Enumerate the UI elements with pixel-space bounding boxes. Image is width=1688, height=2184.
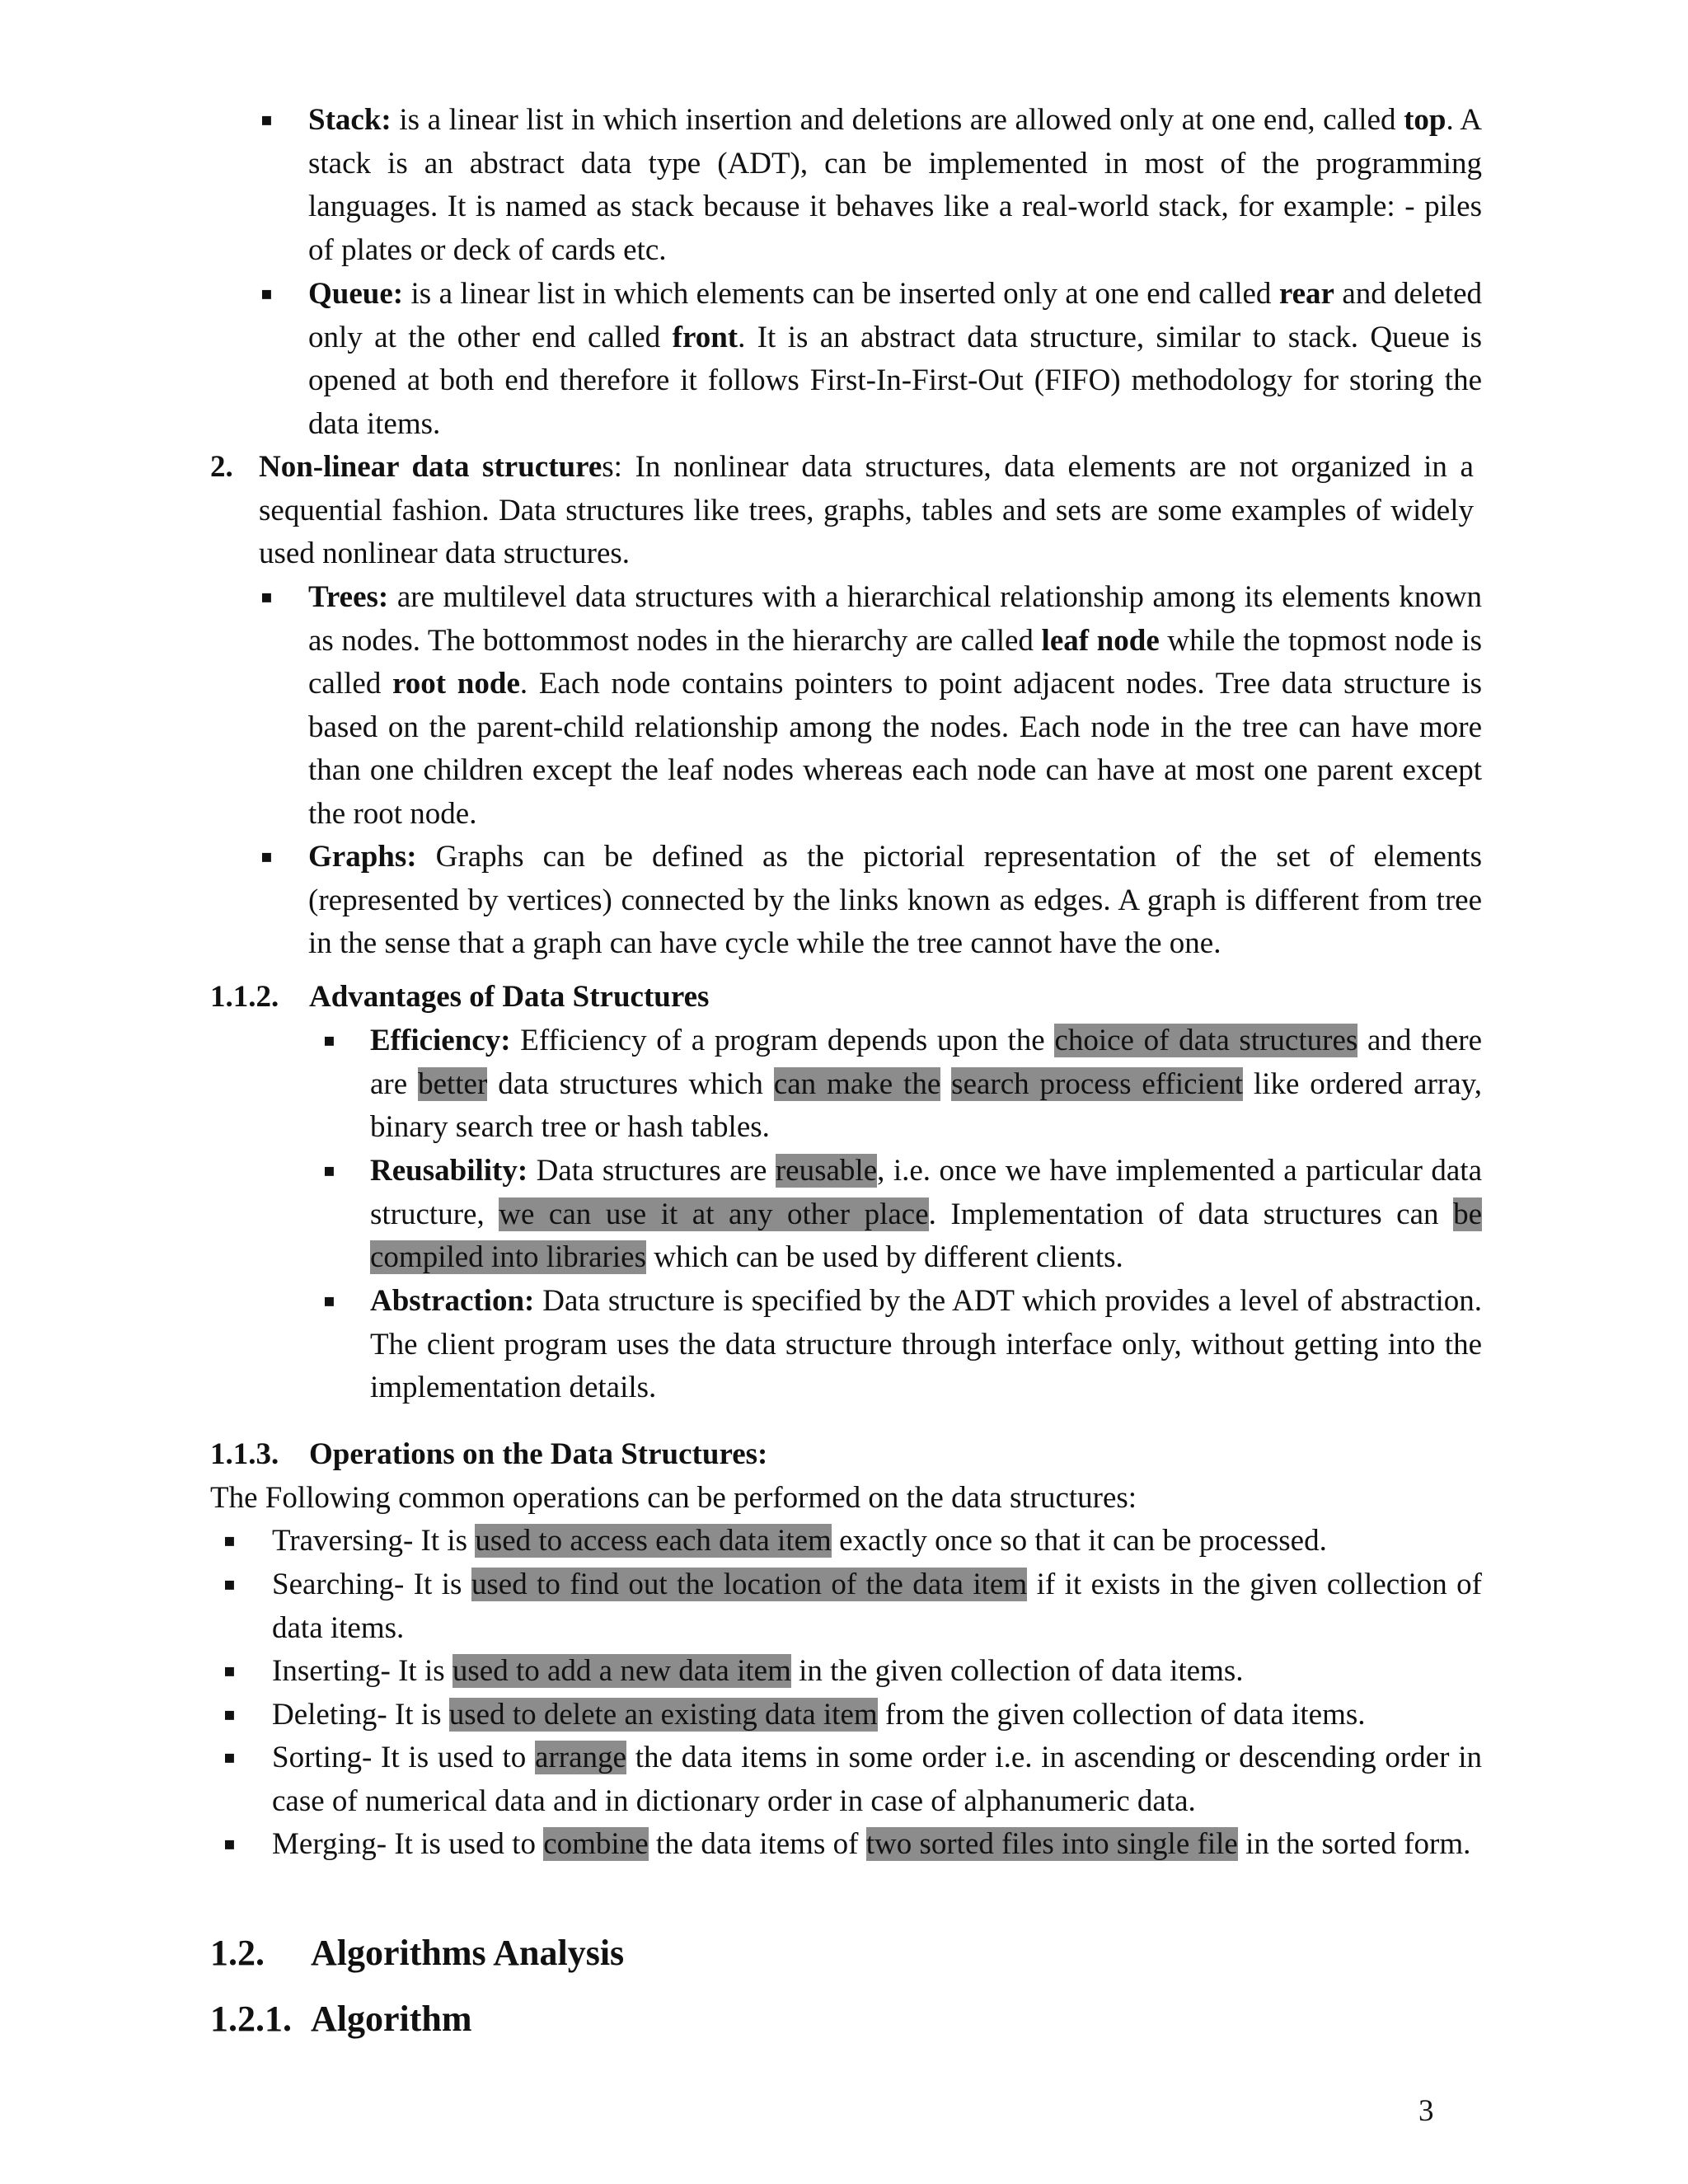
highlight: can make the bbox=[773, 1066, 941, 1101]
front-term: front bbox=[672, 320, 738, 354]
bullet-marker: ▪ bbox=[323, 1160, 335, 1181]
deleting-item: Deleting- It is used to delete an existing data item from the given collection of data items. bbox=[272, 1698, 1366, 1732]
reusability-term: Reusability: bbox=[370, 1154, 528, 1188]
bullet-marker: ▪ bbox=[223, 1530, 236, 1551]
section-number: 1.1.2. bbox=[210, 980, 279, 1014]
highlight: used to access each data item bbox=[475, 1524, 832, 1558]
bullet-marker: ▪ bbox=[223, 1574, 236, 1595]
highlight: search process efficient bbox=[951, 1066, 1243, 1101]
queue-item: Queue: is a linear list in which elements can be inserted only at one end called rear and deleted only at the other end called front. It is an abstract data structure, similar to stack. Queue is opened at both end therefore it follows First-In-First-Out (FIFO) methodology for storing the data items. bbox=[308, 277, 1483, 441]
highlight: used to find out the location of the data item bbox=[471, 1568, 1028, 1601]
section-heading-operations bbox=[210, 1433, 767, 1477]
section-heading-advantages bbox=[210, 976, 709, 1019]
highlight: used to add a new data item bbox=[452, 1654, 791, 1688]
section-title: Algorithms Analysis bbox=[311, 1933, 625, 1973]
traversing-item: Traversing- It is used to access each data item exactly once so that it can be processed. bbox=[272, 1524, 1327, 1558]
trees-item: Trees: are multilevel data structures with a hierarchical relationship among its elements known as nodes. The bottommost nodes in the hierarchy are called leaf node while the topmost node is called root node. Each node contains pointers to point adjacent nodes. Tree data structure is based on the parent-child relationship among the nodes. Each node in the tree can have more than one children except the leaf nodes whereas each node can have at most one parent except the root node. bbox=[308, 580, 1482, 831]
bullet-marker: ▪ bbox=[323, 1291, 335, 1311]
stack-item: Stack: is a linear list in which insertion and deletions are allowed only at one end, called top. A stack is an abstract data type (ADT), can be implemented in most of the programming languages. It is named as stack because it behaves like a real-world stack, for example: - piles of plates or deck of cards etc. bbox=[308, 103, 1482, 267]
section-number: 1.2.1. bbox=[210, 1999, 292, 2039]
leaf-node-term: leaf node bbox=[1041, 623, 1160, 658]
highlight: arrange bbox=[535, 1741, 626, 1774]
graphs-item: Graphs: Graphs can be defined as the pictorial representation of the set of elements (represented by vertices) connected by the links known as edges. A graph is different from tree in the sense that a graph can have cycle while the tree cannot have the one. bbox=[308, 840, 1482, 961]
efficiency-item: Efficiency: Efficiency of a program depends upon the choice of data structures and there are better data structures which can make the search process efficient like ordered array, binary search tree or hash tables. bbox=[370, 1024, 1483, 1145]
page-number: 3 bbox=[1418, 2094, 1434, 2128]
highlight: used to delete an existing data item bbox=[448, 1698, 878, 1732]
section-title: Operations on the Data Structures: bbox=[309, 1437, 768, 1471]
highlight: choice of data structures bbox=[1054, 1024, 1358, 1057]
nonlinear-item: Non-linear data structures: In nonlinear data structures, data elements are not organized in a sequential fashion. Data structures like trees, graphs, tables and sets are some examples of widely used nonlinear data structures. bbox=[259, 450, 1474, 571]
highlight: be compiled into libraries bbox=[370, 1197, 1482, 1275]
top-term: top bbox=[1404, 103, 1447, 137]
efficiency-term: Efficiency: bbox=[370, 1024, 511, 1057]
reusability-item: Reusability: Data structures are reusable, i.e. once we have implemented a particular data structure, we can use it at any other place. Implementation of data structures can be compiled into libraries which can be used by different clients. bbox=[370, 1154, 1483, 1275]
sorting-item: Sorting- It is used to arrange the data items in some order i.e. in ascending or descending order in case of numerical data and in dictionary order in case of alphanumeric data. bbox=[272, 1741, 1482, 1818]
inserting-item: Inserting- It is used to add a new data item in the given collection of data items. bbox=[272, 1654, 1244, 1688]
operations-intro: The Following common operations can be performed on the data structures: bbox=[210, 1481, 1137, 1515]
section-heading-algorithm bbox=[210, 1994, 472, 2044]
highlight: combine bbox=[543, 1827, 649, 1861]
bullet-marker: ▪ bbox=[223, 1661, 236, 1681]
highlight: better bbox=[418, 1066, 488, 1101]
section-number: 1.1.3. bbox=[210, 1437, 279, 1471]
bullet-marker: ▪ bbox=[260, 110, 273, 130]
section-title: Algorithm bbox=[311, 1999, 472, 2039]
section-heading-analysis bbox=[210, 1929, 624, 1978]
bullet-marker: ▪ bbox=[223, 1704, 236, 1725]
bullet-marker: ▪ bbox=[260, 846, 273, 867]
searching-item: Searching- It is used to find out the location of the data item if it exists in the given collection of data items. bbox=[272, 1568, 1483, 1645]
bullet-marker: ▪ bbox=[323, 1030, 335, 1051]
bullet-marker: ▪ bbox=[223, 1834, 236, 1854]
queue-term: Queue: bbox=[308, 277, 404, 311]
list-number: 2. bbox=[210, 450, 233, 484]
abstraction-term: Abstraction: bbox=[370, 1284, 535, 1318]
abstraction-item: Abstraction: Data structure is specified by the ADT which provides a level of abstraction. The client program uses the data structure through interface only, without getting into the implementation details. bbox=[370, 1284, 1482, 1405]
graphs-term: Graphs: bbox=[308, 840, 417, 874]
root-node-term: root node bbox=[392, 667, 520, 701]
merging-item: Merging- It is used to combine the data items of two sorted files into single file in the sorted form. bbox=[272, 1827, 1471, 1861]
trees-term: Trees: bbox=[308, 580, 389, 614]
bullet-marker: ▪ bbox=[260, 284, 273, 304]
highlight: reusable bbox=[775, 1154, 878, 1188]
bullet-marker: ▪ bbox=[223, 1747, 236, 1768]
highlight: two sorted files into single file bbox=[865, 1827, 1238, 1861]
section-number: 1.2. bbox=[210, 1933, 265, 1973]
bullet-marker: ▪ bbox=[260, 587, 273, 607]
nonlinear-term: Non-linear data structure bbox=[259, 450, 603, 484]
highlight: we can use it at any other place bbox=[499, 1197, 929, 1231]
rear-term: rear bbox=[1278, 277, 1334, 311]
section-title: Advantages of Data Structures bbox=[309, 980, 710, 1014]
stack-term: Stack: bbox=[308, 103, 392, 137]
